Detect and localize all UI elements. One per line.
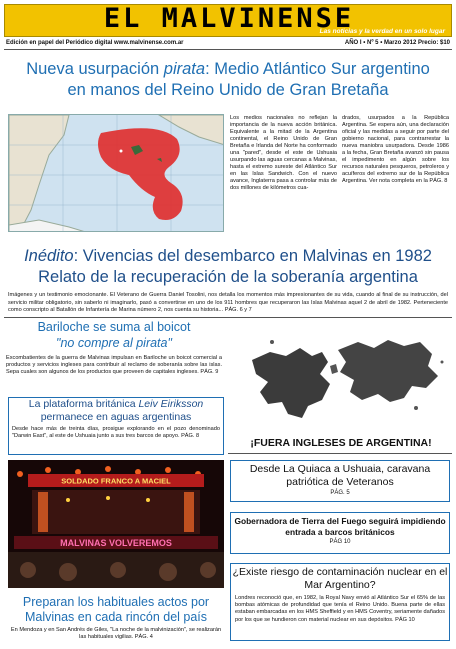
caravana-page: PÁG. 5 bbox=[330, 490, 350, 496]
tagline: Las noticias y la verdad en un solo lugar bbox=[319, 28, 445, 35]
contaminacion-body: Londres reconoció que, en 1982, la Royal Navy envió al Atlántico Sur el 65% de las bombas atómicas de profundidad que tenía el Reino Unido. Buena parte de ellas estaban embarcadas en los HMS Sheffield y en HMS Coventry, seriamente dañados por los que se hundieron con material nuclear en sus depósitos. PÁG 10 bbox=[235, 595, 445, 623]
bariloche-title[interactable]: Bariloche se suma al boicot bbox=[37, 320, 191, 334]
banner-bottom: MALVINAS VOLVEREMOS bbox=[60, 538, 172, 548]
contaminacion-box[interactable] bbox=[230, 563, 450, 641]
issue-line: AÑO I • Nº 5 • Marzo 2012 Precio: $10 bbox=[344, 40, 450, 46]
photo-caption: ¡FUERA INGLESES DE ARGENTINA! bbox=[250, 437, 432, 449]
malvinas-event-photo bbox=[8, 460, 224, 588]
bariloche-body: Excombatientes de la guerra de Malvinas impulsan en Bariloche un boicot comercial a productos y servicios ingleses para contribuir al reclamo de soberanía sobre las islas. Sepa cuales son algunos de los productos que proveen de capitales ingleses. PÁG. 9 bbox=[6, 355, 222, 376]
divider bbox=[4, 49, 452, 50]
masthead bbox=[4, 4, 452, 37]
event-stage-illustration bbox=[8, 460, 224, 588]
actos-body: En Mendoza y en San Andrés de Giles, "La noche de la malvinización", se realizarán las habituales vigilias. PÁG. 4 bbox=[10, 627, 222, 641]
leiv-title-line2: permanece en aguas argentinas bbox=[40, 411, 192, 423]
bariloche-subtitle: "no compre al pirata" bbox=[56, 336, 172, 350]
newspaper-title: EL MALVINENSE bbox=[103, 3, 355, 34]
caravana-box[interactable] bbox=[230, 460, 450, 502]
leiv-title[interactable] bbox=[8, 398, 224, 411]
caravana-title: Desde La Quiaca a Ushuaia, caravana patriótica de Veteranos bbox=[249, 463, 431, 488]
map-illustration bbox=[9, 115, 224, 232]
headline-line2: en manos del Reino Unido de Gran Bretaña bbox=[67, 81, 389, 99]
tierra-del-fuego-page: PÁG 10 bbox=[329, 539, 351, 545]
headline-italic: pirata bbox=[163, 60, 206, 78]
headline-part: Nueva usurpación bbox=[26, 60, 164, 78]
tierra-del-fuego-title: Gobernadora de Tierra del Fuego seguirá impidiendo entrada a barcos británicos bbox=[234, 516, 446, 537]
headline-usurpacion[interactable] bbox=[4, 59, 452, 101]
divider bbox=[4, 317, 452, 318]
title-part: La plataforma británica bbox=[28, 398, 139, 410]
edition-line: Edición en papel del Periódico digital www.malvinense.com.ar bbox=[6, 40, 184, 46]
headline-inedito[interactable] bbox=[4, 246, 452, 266]
headline-italic: Inédito bbox=[24, 247, 74, 265]
headline-part: : Vivencias del desembarco en Malvinas en 1982 bbox=[73, 247, 432, 265]
leiv-body: Desde hace más de treinta días, prosigue explorando en el pozo denominado "Darwin East", al este de Ushuaia junto a sus tres barcos de apoyo. PÁG. 8 bbox=[12, 426, 220, 440]
islands-silhouette bbox=[242, 322, 446, 426]
article-intro: Imágenes y un testimonio emocionante. El Veterano de Guerra Daniel Tosolini, nos detalla los momentos más impresionantes de su vida, cuando al final de su instrucción, del servicio militar obligatorio, sin saberlo ni imaginarlo, pasó a convertirse en uno de los 911 hombres que recuperaron las Islas Malvinas aquel 2 de abril de 1982. Perteneciente como conscripto al Batallón de Infantería de Marina número 2, nos cuenta su historia... PÁG. 6 y 7 bbox=[8, 292, 448, 314]
tierra-del-fuego-box[interactable] bbox=[230, 512, 450, 554]
banner-top: SOLDADO FRANCO A MACIEL bbox=[61, 476, 171, 486]
title-italic: Leiv Eiriksson bbox=[138, 398, 204, 410]
headline-relato[interactable]: Relato de la recuperación de la soberanía argentina bbox=[38, 268, 418, 286]
divider bbox=[228, 453, 452, 454]
headline-actos-malvinas[interactable]: Preparan los habituales actos por Malvinas en cada rincón del país bbox=[22, 595, 210, 624]
south-atlantic-map bbox=[8, 114, 224, 232]
malvinas-islands-image bbox=[242, 322, 446, 426]
article-column-1: Los medios nacionales no reflejan la importancia de la nueva acción británica. Equivalente a la mitad de la Argentina continental, el Reino Unido de Gran Bretaña e Irlanda del Norte ha conformado una "pared", desde el este de Ushuaia usurpando las aguas cercanas a Malvinas, hasta el extremo sureste del Atlántico Sur en las Islas Sandwich. Con el nuevo avance, Inglaterra pasa a controlar más de dos millones de kilómetros cua- bbox=[230, 115, 337, 192]
headline-part: : Medio Atlántico Sur argentino bbox=[205, 60, 430, 78]
article-column-2: drados, usurpados a la República Argentina. Se espera aún, una declaración oficial y las medidas a seguir por parte del gobierno nacional, para contrarrestar la nueva maniobra usurpadora. Desde 1986 a la fecha, Gran Bretaña avanzó sin pausa el impedimento en algún sobre los recursos naturales pesqueros, petroleros y acuíferos del extremo sur de la República Argentina. Ver nota completa en la PÁG. 8 bbox=[342, 115, 449, 185]
contaminacion-title: ¿Existe riesgo de contaminación nuclear en el Mar Argentino? bbox=[232, 566, 448, 591]
